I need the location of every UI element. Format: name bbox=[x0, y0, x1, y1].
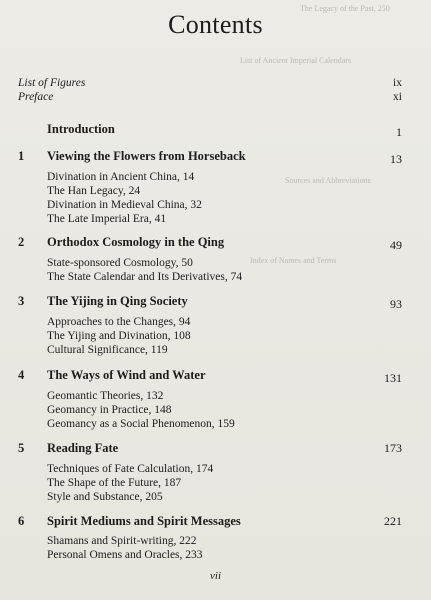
section-entry: Divination in Medieval China, 32 bbox=[47, 199, 202, 211]
chapter-number: 6 bbox=[18, 514, 25, 528]
chapter-number: 5 bbox=[18, 441, 25, 455]
chapter-page: 131 bbox=[384, 371, 402, 385]
front-matter-page: ix bbox=[393, 77, 402, 89]
chapter-title: Reading Fate bbox=[47, 441, 119, 455]
section-entry: Style and Substance, 205 bbox=[47, 491, 163, 503]
section-entry: State-sponsored Cosmology, 50 bbox=[47, 257, 193, 269]
chapter-page: 173 bbox=[384, 441, 402, 455]
chapter-title: Spirit Mediums and Spirit Messages bbox=[47, 514, 241, 528]
section-entry: The Yijing and Divination, 108 bbox=[47, 330, 191, 342]
chapter-page: 221 bbox=[384, 514, 402, 528]
front-matter-label: List of Figures bbox=[18, 77, 86, 89]
section-entry: The Late Imperial Era, 41 bbox=[47, 213, 167, 225]
front-matter-item bbox=[18, 77, 402, 89]
section-entry: Personal Omens and Oracles, 233 bbox=[47, 549, 203, 561]
front-matter-label: Preface bbox=[18, 91, 54, 103]
section-entry: Geomantic Theories, 132 bbox=[47, 390, 164, 402]
section-entry: Divination in Ancient China, 14 bbox=[47, 171, 195, 183]
chapter-page: 13 bbox=[390, 152, 402, 166]
section-entry: The Han Legacy, 24 bbox=[47, 185, 141, 197]
section-entry: Approaches to the Changes, 94 bbox=[47, 316, 191, 328]
section-entry: The Shape of the Future, 187 bbox=[47, 477, 182, 489]
chapter-title bbox=[47, 294, 188, 309]
page-title: Contents bbox=[168, 10, 263, 39]
section-entry: The State Calendar and Its Derivatives, 74 bbox=[47, 271, 243, 283]
section-entry: Cultural Significance, 119 bbox=[47, 344, 168, 356]
section-entry: Geomancy in Practice, 148 bbox=[47, 404, 172, 416]
introduction-page: 1 bbox=[396, 125, 402, 139]
section-entry: Shamans and Spirit-writing, 222 bbox=[47, 535, 197, 547]
front-matter-page: xi bbox=[393, 91, 402, 103]
contents-page: The Legacy of the Past, 250 List of Ancient Imperial Calendars Sources and Abbreviations Index of Names and Terms Contents List of Figures ix Preface xi Introduction 1 1 Viewing the Flowers from Horseback 13 Divination in Ancient China, 14 The Han Legacy, 24 Divination in Medieval China, 32 The Late Imperial Era, 41 2 Orthodox Cosmology in the Qing 49 State-sponsored Cosmology, 50 The State Calendar and Its Derivatives, 74 3 The Yijing in Qing Society 93 Approaches to the Changes, 94 The Yijing and Divination, 108 Cultural Significance, 119 4 The Ways of Wind and Water 131 Geomantic Theories, 132 Geomancy in Practice, 148 Geomancy as a Social Phenomenon, 159 5 Reading Fate 173 Techniques of Fate Calculation, 174 The Shape of the Future, 187 Style and Substance, 205 6 Spirit Mediums and Spirit Messages 221 Shamans and Spirit-writing, 222 Personal Omens and Oracles, 233 vii bbox=[0, 0, 431, 600]
chapter-page: 49 bbox=[390, 238, 402, 252]
chapter-title-part: The Yijing in Qing Society bbox=[47, 294, 188, 308]
front-matter-item bbox=[18, 91, 402, 103]
chapter-number: 4 bbox=[18, 368, 25, 382]
page-folio: vii bbox=[210, 570, 221, 582]
chapter-number: 2 bbox=[18, 235, 25, 249]
introduction-label: Introduction bbox=[47, 122, 115, 136]
section-entry: Geomancy as a Social Phenomenon, 159 bbox=[47, 418, 235, 430]
chapter-number: 3 bbox=[18, 294, 25, 308]
chapter-page: 93 bbox=[390, 297, 402, 311]
section-entry: Techniques of Fate Calculation, 174 bbox=[47, 463, 214, 475]
chapter-title: The Ways of Wind and Water bbox=[47, 368, 206, 382]
chapter-title: Orthodox Cosmology in the Qing bbox=[47, 235, 225, 249]
chapter-title: Viewing the Flowers from Horseback bbox=[47, 149, 246, 163]
chapter-number: 1 bbox=[18, 149, 25, 163]
